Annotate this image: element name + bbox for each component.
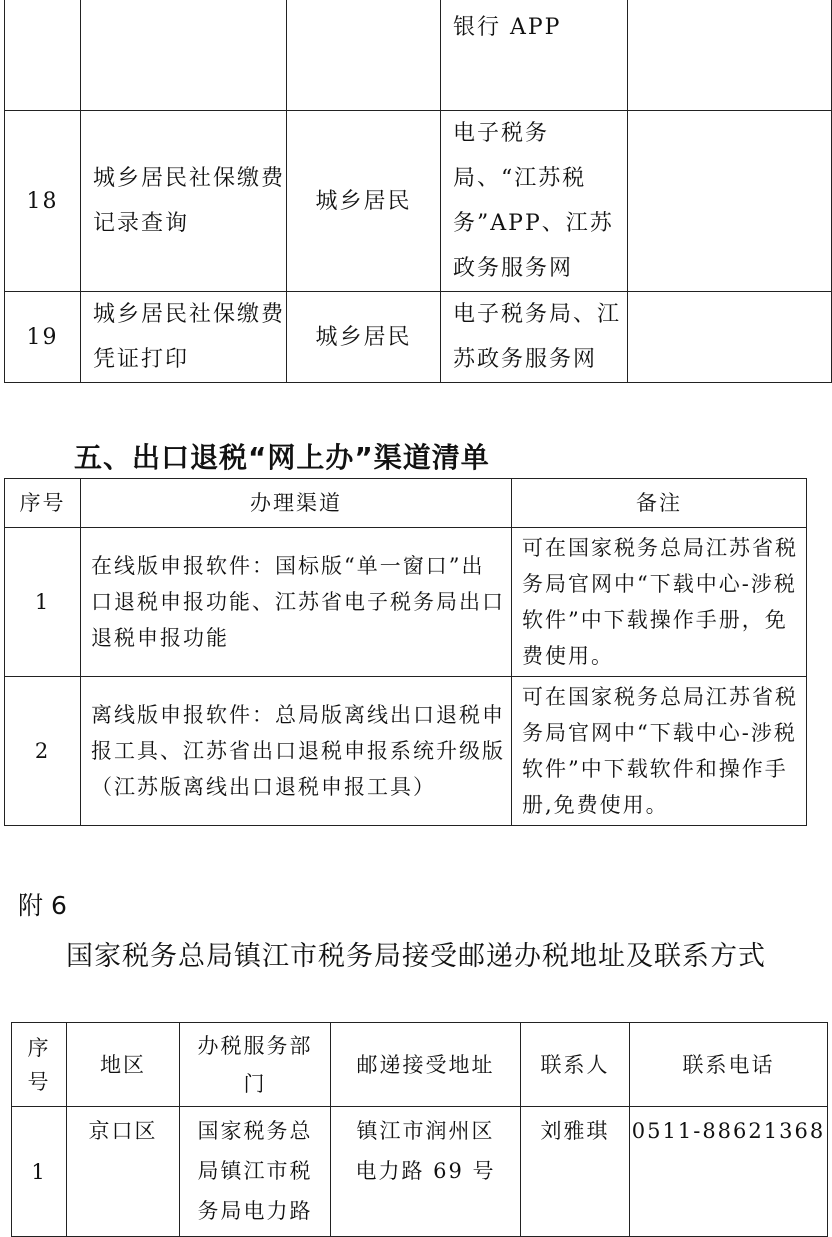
service-item: 城乡居民社保缴费记录查询 [81, 111, 287, 292]
header-channel: 办理渠道 [81, 479, 512, 528]
section-title: 五、出口退税“网上办”渠道清单 [74, 441, 490, 474]
row-number: 1 [5, 528, 81, 677]
table-row [5, 111, 832, 292]
header-phone: 联系电话 [630, 1023, 828, 1107]
header-district: 地区 [67, 1023, 180, 1107]
attachment-label: 附 6 [18, 891, 67, 920]
service-item [81, 0, 287, 111]
table-row [12, 1107, 828, 1237]
row-number [5, 0, 81, 111]
service-object: 城乡居民 [287, 111, 441, 292]
table-row [5, 528, 807, 677]
row-number: 2 [5, 677, 81, 826]
note-cell: 可在国家税务总局江苏省税务局官网中“下载中心-涉税软件”中下载操作手册，免费使用。 [512, 528, 807, 677]
note-cell [628, 111, 832, 292]
note-cell: 可在国家税务总局江苏省税务局官网中“下载中心-涉税软件”中下载软件和操作手册,免费使用。 [512, 677, 807, 826]
row-number: 18 [5, 111, 81, 292]
header-no: 序号 [5, 479, 81, 528]
address-cell: 镇江市润州区电力路 69 号 [331, 1107, 521, 1237]
header-note: 备注 [512, 479, 807, 528]
table-row [5, 292, 832, 383]
channel-cell: 在线版申报软件：国标版“单一窗口”出口退税申报功能、江苏省电子税务局出口退税申报功能 [81, 528, 512, 677]
header-address: 邮递接受地址 [331, 1023, 521, 1107]
mail-address-table [11, 1022, 828, 1237]
contact-cell: 刘雅琪 [521, 1107, 630, 1237]
service-object [287, 0, 441, 111]
service-channel: 银行 APP [441, 0, 628, 111]
channel-cell: 离线版申报软件：总局版离线出口退税申报工具、江苏省出口退税申报系统升级版（江苏版离线出口退税申报工具） [81, 677, 512, 826]
note-cell [628, 0, 832, 111]
note-cell [628, 292, 832, 383]
service-table-continued [4, 0, 832, 383]
attachment-title: 国家税务总局镇江市税务局接受邮递办税地址及联系方式 [66, 941, 766, 972]
service-channel: 电子税务局、江苏政务服务网 [441, 292, 628, 383]
export-rebate-channel-table [4, 478, 807, 826]
service-object: 城乡居民 [287, 292, 441, 383]
header-contact: 联系人 [521, 1023, 630, 1107]
header-no: 序号 [12, 1023, 67, 1107]
table-row [5, 677, 807, 826]
table-header-row [5, 479, 807, 528]
dept-cell: 国家税务总局镇江市税务局电力路 [180, 1107, 331, 1237]
row-number: 1 [12, 1107, 67, 1237]
service-channel: 电子税务局、“江苏税务”APP、江苏政务服务网 [441, 111, 628, 292]
table-header-row [12, 1023, 828, 1107]
service-item: 城乡居民社保缴费凭证打印 [81, 292, 287, 383]
district-cell: 京口区 [67, 1107, 180, 1237]
phone-cell: 0511-88621368 [630, 1107, 828, 1237]
row-number: 19 [5, 292, 81, 383]
table-row [5, 0, 832, 111]
header-dept: 办税服务部门 [180, 1023, 331, 1107]
